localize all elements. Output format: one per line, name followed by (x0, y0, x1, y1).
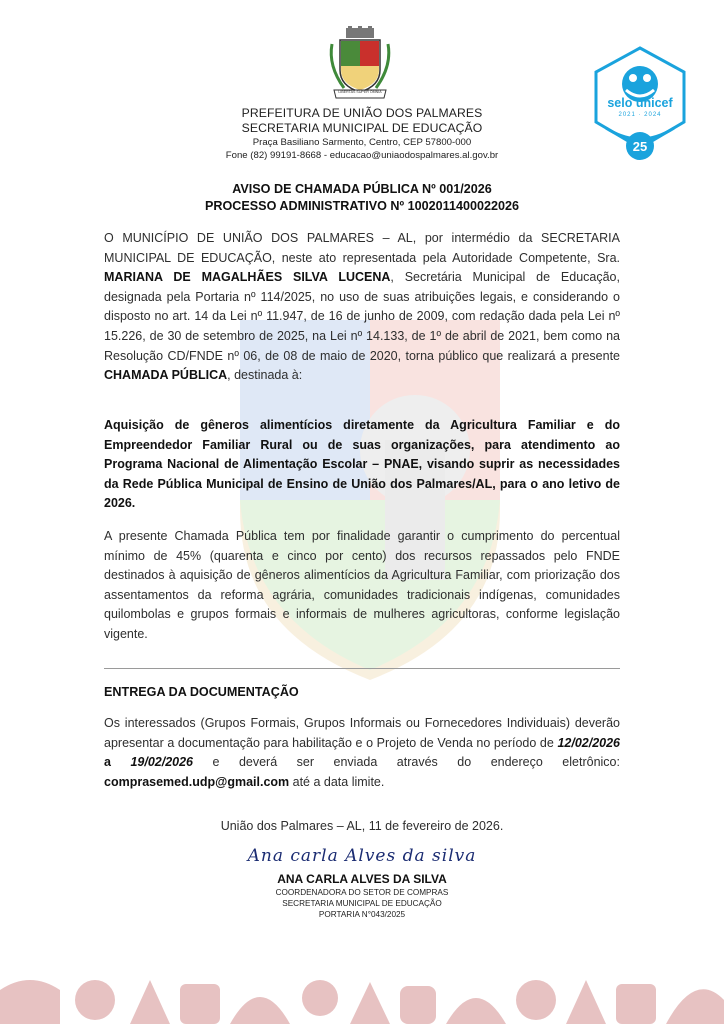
notice-title-line-1: AVISO DE CHAMADA PÚBLICA Nº 001/2026 (232, 182, 492, 196)
paragraph-object: Aquisição de gêneros alimentícios diretamente da Agricultura Familiar e do Empreendedor Familiar Rural ou de suas organizações, para atendimento ao Programa Nacional de Alimentação Escolar – PNAE, visando suprir as necessidades da Rede Pública Municipal de Ensino de União dos Palmares/AL, para o ano letivo de 2026. (104, 418, 620, 511)
intro-text-c: , destinada à: (227, 368, 303, 383)
signer-role-3: PORTARIA N°043/2025 (318, 910, 406, 919)
date-connector: a (104, 755, 131, 770)
start-date: 12/02/2026 (557, 735, 620, 750)
paragraph-delivery (104, 714, 620, 792)
notice-title (104, 181, 620, 215)
header-line-2: SECRETARIA MUNICIPAL DE EDUCAÇÃO (241, 121, 483, 135)
delivery-text-a: Os interessados (Grupos Formais, Grupos Informais ou Fornecedores Individuais) deverão apresentar a documentação para habilitação e o Projeto de Venda no período de (104, 716, 620, 750)
chamada-publica-bold: CHAMADA PÚBLICA (104, 368, 228, 383)
footer-pattern-icon (0, 960, 724, 1024)
letterhead (150, 106, 574, 162)
delivery-text-c: até a data limite. (289, 774, 385, 789)
seal-years: 2021 · 2024 (618, 112, 662, 118)
delivery-text-b: e deverá ser enviada através do endereço eletrônico: (193, 755, 620, 770)
section-divider (104, 668, 620, 669)
intro-text-b: , Secretária Municipal de Educação, designada pela Portaria nº 114/2025, no uso de suas atribuições legais, e considerando o disposto no art. 14 da Lei nº 11.947, de 16 de junho de 2009, com redação dada pela Lei nº 15.226, de 30 de setembro de 2025, na Lei nº 14.133, de 1º de abril de 2021, bem como na Resolução CD/FNDE nº 06, de 08 de maio de 2020, torna público que realizará a presente (104, 270, 620, 363)
crest-motto: LIBERTAS SUPER OMNIA (338, 90, 382, 94)
header-contact: Fone (82) 99191-8668 - educacao@uniaodospalmares.al.gov.br (225, 150, 499, 161)
paragraph-intro (104, 229, 620, 386)
signer-name: ANA CARLA ALVES DA SILVA (277, 872, 447, 886)
seal-brand: selo unicef (607, 96, 673, 110)
place-and-date: União dos Palmares – AL, 11 de fevereiro de 2026. (220, 819, 504, 833)
seal-edition: 25 (632, 139, 648, 154)
end-date: 19/02/2026 (130, 755, 194, 770)
header-address: Praça Basiliano Sarmento, Centro, CEP 57800-000 (252, 137, 472, 148)
secretary-name: MARIANA DE MAGALHÃES SILVA LUCENA (104, 270, 391, 285)
header-line-1: PREFEITURA DE UNIÃO DOS PALMARES (241, 106, 483, 120)
section-heading: ENTREGA DA DOCUMENTAÇÃO (104, 685, 299, 699)
signer-role-1: COORDENADORA DO SETOR DE COMPRAS (275, 888, 449, 897)
paragraph-purpose: A presente Chamada Pública tem por finalidade garantir o cumprimento do percentual mínimo de 45% (quarenta e cinco por cento) dos recursos repassados pelo FNDE destinados à aquisição de gêneros alimentícios da Agricultura Familiar, com priorização dos assentamentos da reforma agrária, comunidades tradicionais indígenas, comunidades quilombolas e grupos formais e informais de mulheres agricultoras, conforme legislação vigente. (104, 529, 620, 641)
contact-email: comprasemed.udp@gmail.com (104, 774, 290, 789)
notice-title-line-2: PROCESSO ADMINISTRATIVO Nº 1002011400022026 (205, 199, 519, 213)
signer-role-2: SECRETARIA MUNICIPAL DE EDUCAÇÃO (282, 899, 442, 908)
intro-text-a: O MUNICÍPIO DE UNIÃO DOS PALMARES – AL, por intermédio da SECRETARIA MUNICIPAL DE EDUCAÇÃO, neste ato representada pela Autoridade Competente, Sra. (104, 231, 620, 265)
signature-script: Ana carla Alves da silva (247, 846, 477, 866)
